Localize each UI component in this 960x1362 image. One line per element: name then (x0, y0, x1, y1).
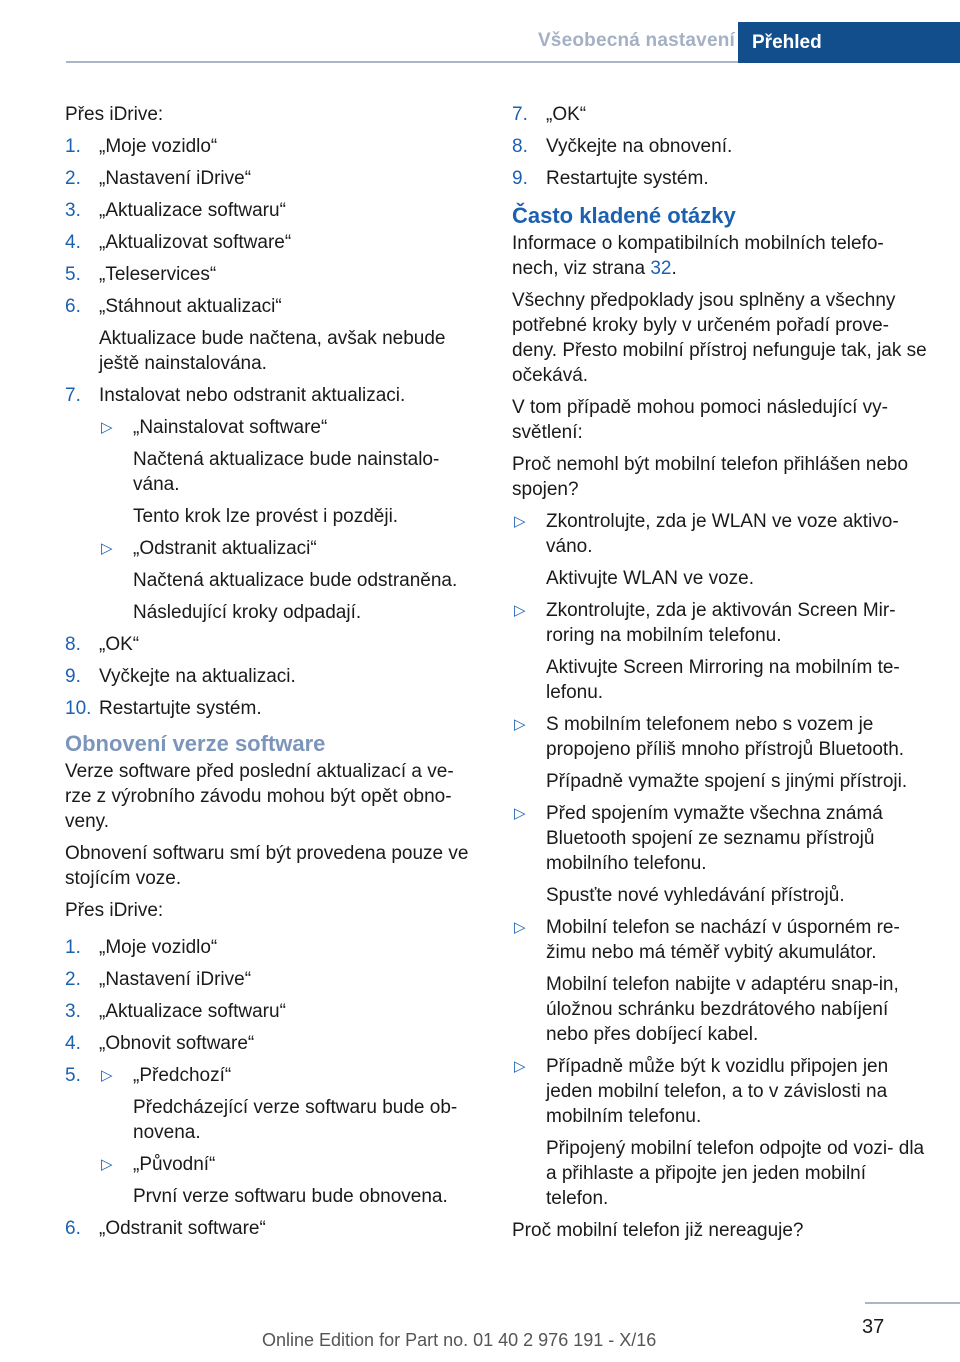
step-number: 4. (65, 1033, 81, 1054)
triangle-right-icon: ▷ (101, 1067, 113, 1084)
edition-note: Online Edition for Part no. 01 40 2 976 191 - X/16 (262, 1330, 657, 1350)
step-number: 2. (65, 168, 81, 189)
list-item (512, 166, 932, 191)
list-item (65, 230, 470, 255)
option-list (99, 415, 470, 625)
bullet-note: Spusťte nové vyhledávání přístrojů. (546, 885, 845, 906)
step-number: 9. (65, 666, 81, 687)
option-list (99, 1063, 470, 1209)
step-text: „Aktualizovat software“ (99, 232, 292, 253)
right-column (512, 102, 932, 1250)
step-text: Vyčkejte na obnovení. (546, 136, 733, 157)
option-note: Následující kroky odpadají. (133, 602, 362, 623)
option-note: Načtená aktualizace bude odstraněna. (133, 570, 458, 591)
step-text: „Nastavení iDrive“ (99, 969, 252, 990)
bullet-text: S mobilním telefonem nebo s vozem je propojeno příliš mnoho přístrojů Bluetooth. (546, 714, 905, 760)
list-item (65, 262, 470, 287)
list-item (65, 632, 470, 657)
list-item (65, 198, 470, 223)
step-number: 5. (65, 1065, 81, 1086)
step-number: 8. (512, 136, 528, 157)
step-note: Aktualizace bude načtena, avšak nebude ještě nainstalována. (99, 328, 446, 374)
triangle-right-icon: ▷ (514, 513, 526, 530)
option-text: „Předchozí“ (133, 1065, 232, 1086)
step-text: Vyčkejte na aktualizaci. (99, 666, 296, 687)
list-item (65, 1031, 470, 1056)
option-note: Tento krok lze provést i později. (133, 506, 399, 527)
paragraph: Všechny předpoklady jsou splněny a všechny potřebné kroky byly v určeném pořadí prove‐ deny. Přesto mobilní přístroj nefunguje tak, jak se očekává. (512, 290, 927, 386)
triangle-right-icon: ▷ (514, 1058, 526, 1075)
step-number: 7. (512, 104, 528, 125)
header-tab[interactable]: Přehled (738, 22, 960, 63)
paragraph-text: Informace o kompatibilních mobilních telefo‐ nech, viz strana (512, 233, 884, 279)
option-text: „Odstranit aktualizaci“ (133, 538, 317, 559)
bullet-note: Mobilní telefon nabijte v adaptéru snap-in, úložnou schránku bezdrátového nabíjení nebo přes dobíjecí kabel. (546, 974, 899, 1045)
step-text: „Moje vozidlo“ (99, 136, 218, 157)
paragraph: Obnovení softwaru smí být provedena pouze ve stojícím voze. (65, 843, 469, 889)
paragraph: V tom případě mohou pomoci následující vy‐ světlení: (512, 397, 888, 443)
list-item (65, 294, 470, 376)
step-number: 1. (65, 937, 81, 958)
bullet-note: Aktivujte Screen Mirroring na mobilním te‐ lefonu. (546, 657, 900, 703)
bullet-note: Aktivujte WLAN ve voze. (546, 568, 755, 589)
triangle-right-icon: ▷ (101, 419, 113, 436)
step-number: 7. (65, 385, 81, 406)
step-text: „Odstranit software“ (99, 1218, 266, 1239)
step-number: 6. (65, 1218, 81, 1239)
step-number: 9. (512, 168, 528, 189)
header-section-title: Všeobecná nastavení (537, 30, 735, 51)
paragraph: Proč mobilní telefon již nereaguje? (512, 1220, 804, 1241)
section-heading: Často kladené otázky (512, 203, 736, 228)
faq-bullet-list (512, 509, 932, 1211)
triangle-right-icon: ▷ (514, 602, 526, 619)
step-text: Restartujte systém. (546, 168, 709, 189)
triangle-right-icon: ▷ (514, 919, 526, 936)
list-item (65, 166, 470, 191)
step-number: 3. (65, 1001, 81, 1022)
list-item (65, 383, 470, 625)
step-text: „Aktualizace softwaru“ (99, 1001, 286, 1022)
step-text: „Stáhnout aktualizaci“ (99, 296, 282, 317)
intro-text: Přes iDrive: (65, 104, 164, 125)
step-text: „OK“ (99, 634, 140, 655)
list-item (512, 915, 932, 1047)
bullet-text: Mobilní telefon se nachází v úsporném re‐ žimu nebo má téměř vybitý akumulátor. (546, 917, 900, 963)
paragraph: Verze software před poslední aktualizací a ve‐ rze z výrobního závodu mohou být opět obno‐ veny. (65, 761, 454, 832)
bullet-note: Případně vymažte spojení s jinými přístroji. (546, 771, 908, 792)
triangle-right-icon: ▷ (514, 716, 526, 733)
step-number: 6. (65, 296, 81, 317)
list-item (65, 1216, 470, 1241)
bullet-note: Připojený mobilní telefon odpojte od vozi‐ dla a přihlaste a připojte jen jeden mobilní telefon. (546, 1138, 925, 1209)
step-text: „Aktualizace softwaru“ (99, 200, 286, 221)
restore-steps-list (65, 935, 470, 1241)
page-link[interactable]: 32 (650, 258, 672, 279)
option-note: Načtená aktualizace bude nainstalo‐ vána. (133, 449, 440, 495)
triangle-right-icon: ▷ (101, 540, 113, 557)
list-item (65, 999, 470, 1024)
footer-rule (865, 1302, 960, 1304)
paragraph: Proč nemohl být mobilní telefon přihlášen nebo spojen? (512, 454, 909, 500)
update-steps-list (65, 134, 470, 721)
option-note: Předcházející verze softwaru bude ob‐ novena. (133, 1097, 458, 1143)
step-number: 10. (65, 698, 92, 719)
bullet-text: Případně může být k vozidlu připojen jen jeden mobilní telefon, a to v závislosti na mobilním telefonu. (546, 1056, 889, 1127)
step-text: „Obnovit software“ (99, 1033, 255, 1054)
option-item (99, 415, 470, 529)
option-item (99, 1152, 470, 1209)
option-text: „Nainstalovat software“ (133, 417, 328, 438)
step-text: Restartujte systém. (99, 698, 262, 719)
list-item (512, 102, 932, 127)
step-text: „Nastavení iDrive“ (99, 168, 252, 189)
list-item (512, 509, 932, 591)
option-note: První verze softwaru bude obnovena. (133, 1186, 448, 1207)
triangle-right-icon: ▷ (514, 805, 526, 822)
list-item (65, 664, 470, 689)
list-item (65, 696, 470, 721)
restore-steps-continued (512, 102, 932, 191)
triangle-right-icon: ▷ (101, 1156, 113, 1173)
bullet-text: Před spojením vymažte všechna známá Bluetooth spojení ze seznamu přístrojů mobilního telefonu. (546, 803, 883, 874)
paragraph-text: . (671, 258, 677, 279)
intro-text: Přes iDrive: (65, 900, 164, 921)
option-item (99, 536, 470, 625)
option-text: „Původní“ (133, 1154, 216, 1175)
list-item (512, 134, 932, 159)
step-number: 1. (65, 136, 81, 157)
list-item (512, 598, 932, 705)
page-number: 37 (862, 1316, 885, 1338)
list-item (65, 935, 470, 960)
bullet-text: Zkontrolujte, zda je aktivován Screen Mir‐ roring na mobilním telefonu. (546, 600, 896, 646)
step-text: „Teleservices“ (99, 264, 217, 285)
step-text: „Moje vozidlo“ (99, 937, 218, 958)
step-text: „OK“ (546, 104, 587, 125)
step-number: 4. (65, 232, 81, 253)
bullet-text: Zkontrolujte, zda je WLAN ve voze aktivo‐ váno. (546, 511, 899, 557)
left-column (65, 102, 470, 1248)
step-number: 8. (65, 634, 81, 655)
step-number: 2. (65, 969, 81, 990)
step-number: 5. (65, 264, 81, 285)
list-item (512, 1054, 932, 1211)
list-item (512, 801, 932, 908)
option-item (99, 1063, 470, 1145)
step-text: Instalovat nebo odstranit aktualizaci. (99, 385, 406, 406)
list-item (65, 1063, 470, 1209)
list-item (512, 712, 932, 794)
list-item (65, 967, 470, 992)
list-item (65, 134, 470, 159)
step-number: 3. (65, 200, 81, 221)
section-heading: Obnovení verze software (65, 731, 326, 756)
paragraph (512, 231, 932, 281)
